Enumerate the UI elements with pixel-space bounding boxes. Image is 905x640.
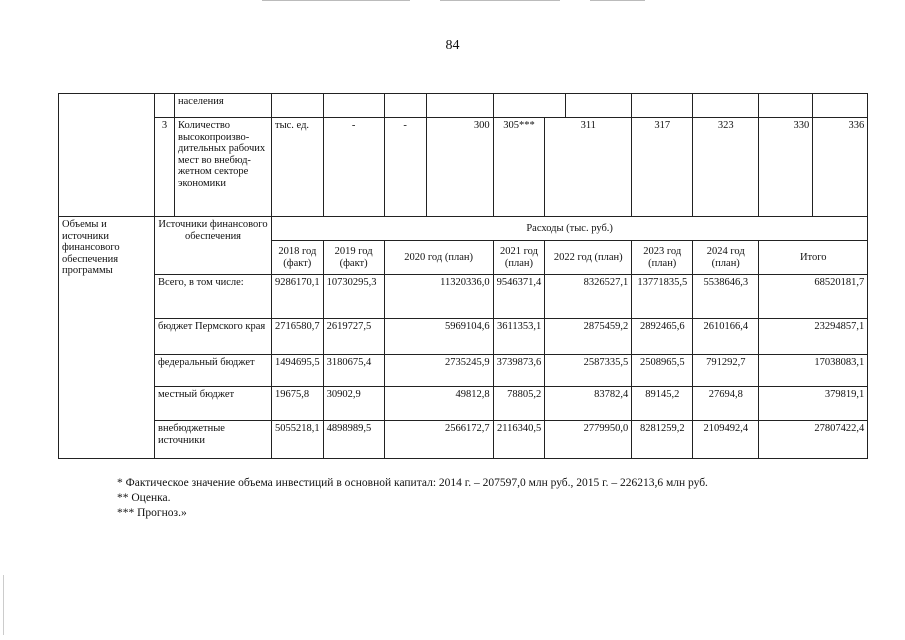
value-cell: 300 (426, 118, 493, 217)
table-row-indicator-3 (59, 118, 868, 217)
finance-row-total (59, 275, 868, 319)
amount-cell: 2875459,2 (545, 319, 632, 355)
top-rule-right (590, 0, 645, 1)
year-header: 2024 год (план) (693, 241, 759, 275)
page-number: 84 (445, 38, 460, 53)
amount-cell: 49812,8 (384, 387, 493, 421)
amount-cell: 2610166,4 (693, 319, 759, 355)
amount-cell: 379819,1 (759, 387, 868, 421)
top-rule-left (262, 0, 410, 1)
amount-cell: 5055218,1 (272, 421, 324, 459)
amount-cell: 3611353,1 (493, 319, 545, 355)
amount-cell: 23294857,1 (759, 319, 868, 355)
upper-left-empty-cell (59, 94, 155, 217)
amount-cell: 83782,4 (545, 387, 632, 421)
footnote-forecast: *** Прогноз.» (117, 507, 187, 519)
value-cell: - (384, 118, 426, 217)
footnotes (117, 476, 708, 521)
row-number-cell (155, 94, 175, 118)
amount-cell: 3180675,4 (323, 355, 384, 387)
amount-cell: 17038083,1 (759, 355, 868, 387)
amount-cell: 9286170,1 (272, 275, 324, 319)
year-header: 2020 год (план) (384, 241, 493, 275)
amount-cell: 89145,2 (632, 387, 693, 421)
program-table (58, 93, 868, 459)
source-label: федеральный бюджет (155, 355, 272, 387)
amount-cell: 2116340,5 (493, 421, 545, 459)
year-header: Итого (759, 241, 868, 275)
amount-cell: 2508965,5 (632, 355, 693, 387)
top-rule-mid (440, 0, 560, 1)
source-label: Всего, в том числе: (155, 275, 272, 319)
amount-cell: 5969104,6 (384, 319, 493, 355)
value-cell: 336 (813, 118, 868, 217)
source-label: местный бюджет (155, 387, 272, 421)
year-header: 2019 год (факт) (323, 241, 384, 275)
amount-cell: 30902,9 (323, 387, 384, 421)
year-header: 2021 год (план) (493, 241, 545, 275)
amount-cell: 2892465,6 (632, 319, 693, 355)
finance-row-regional (59, 319, 868, 355)
amount-cell: 27807422,4 (759, 421, 868, 459)
expenses-header: Расходы (тыс. руб.) (272, 217, 868, 241)
value-cell: 311 (545, 118, 632, 217)
value-cell: 317 (632, 118, 693, 217)
finance-row-federal (59, 355, 868, 387)
source-label: внебюджетные источники (155, 421, 272, 459)
amount-cell: 27694,8 (693, 387, 759, 421)
finance-row-extrabudgetary (59, 421, 868, 459)
table-row-population (59, 94, 868, 118)
value-cell: 305*** (493, 118, 545, 217)
amount-cell: 8281259,2 (632, 421, 693, 459)
value-cell: 330 (759, 118, 813, 217)
indicator-name-cell: Количество высокопроизво-дительных рабочих мест во внебюд-жетном секторе экономики (175, 118, 272, 217)
footnote-estimate: ** Оценка. (117, 492, 171, 504)
year-header: 2018 год (факт) (272, 241, 324, 275)
finance-section-label: Объемы и источники финансового обеспечения программы (59, 217, 155, 459)
value-cell: - (323, 118, 384, 217)
amount-cell: 10730295,3 (323, 275, 384, 319)
finance-header-row (59, 217, 868, 241)
amount-cell: 2566172,7 (384, 421, 493, 459)
amount-cell: 19675,8 (272, 387, 324, 421)
amount-cell: 2587335,5 (545, 355, 632, 387)
amount-cell: 68520181,7 (759, 275, 868, 319)
amount-cell: 11320336,0 (384, 275, 493, 319)
finance-row-local (59, 387, 868, 421)
amount-cell: 5538646,3 (693, 275, 759, 319)
footnote-actual: * Фактическое значение объема инвестиций в основной капитал: 2014 г. – 207597,0 млн руб., 2015 г. – 226213,6 млн руб. (117, 477, 708, 489)
amount-cell: 2779950,0 (545, 421, 632, 459)
year-header: 2022 год (план) (545, 241, 632, 275)
source-label: бюджет Пермского края (155, 319, 272, 355)
year-header: 2023 год (план) (632, 241, 693, 275)
amount-cell: 2716580,7 (272, 319, 324, 355)
amount-cell: 78805,2 (493, 387, 545, 421)
unit-cell: тыс. ед. (272, 118, 324, 217)
amount-cell: 8326527,1 (545, 275, 632, 319)
amount-cell: 13771835,5 (632, 275, 693, 319)
value-cell: 323 (693, 118, 759, 217)
amount-cell: 2735245,9 (384, 355, 493, 387)
sources-header: Источники финансового обеспечения (155, 217, 272, 275)
indicator-name-cell: населения (175, 94, 272, 118)
amount-cell: 2619727,5 (323, 319, 384, 355)
amount-cell: 2109492,4 (693, 421, 759, 459)
scan-edge-mark (3, 575, 4, 635)
row-number-cell: 3 (155, 118, 175, 217)
amount-cell: 4898989,5 (323, 421, 384, 459)
amount-cell: 3739873,6 (493, 355, 545, 387)
amount-cell: 1494695,5 (272, 355, 324, 387)
amount-cell: 791292,7 (693, 355, 759, 387)
amount-cell: 9546371,4 (493, 275, 545, 319)
